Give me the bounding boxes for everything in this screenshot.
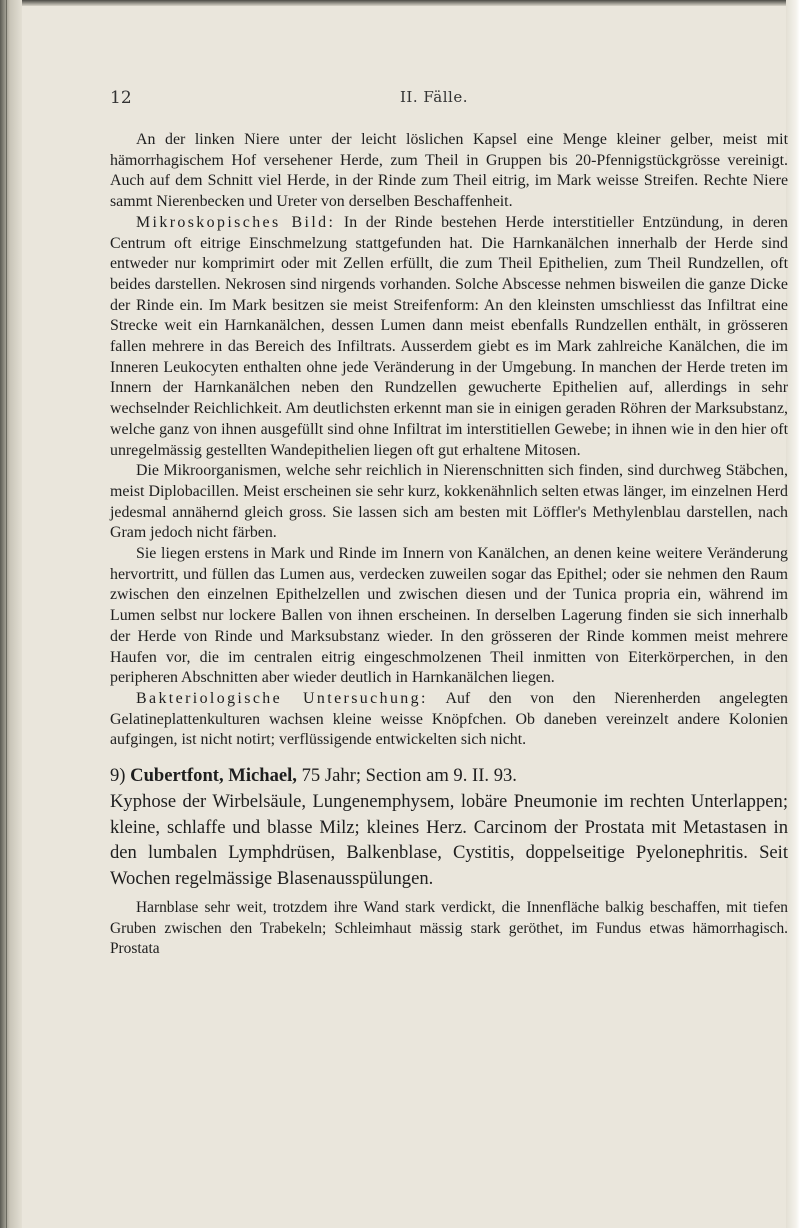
paragraph-location: Sie liegen erstens in Mark und Rinde im Innern von Kanälchen, an denen keine weitere Veränderung hervortritt, und füllen das Lumen aus, verdecken zuweilen sogar das Epithel; oder sie nehmen den Raum zwischen den einzelnen Epithelzellen und zwischen diesen und der Tunica propria ein, während im Lumen selbst nur lockere Ballen von ihnen erscheinen. In derselben Lagerung finden sie sich innerhalb der Herde von Rinde und Marksubstanz wieder. In den grösseren der Rinde kommen meist mehrere Haufen vor, die im centralen eitrig eingeschmolzenen Theil inmitten von Eiterkörperchen, in den peripheren Abschnitten aber wieder deutlich in Harnkanälchen liegen. [110,545,788,687]
paragraph-bladder: Harnblase sehr weit, trotzdem ihre Wand stark verdickt, die Innenfläche balkig beschaffen, mit tiefen Gruben zwischen den Trabekeln; Schleimhaut mässig stark geröthet, im Fundus etwas hämorrhagisch. Prostata [110,899,788,958]
patient-name: Cubertfont, Michael, [130,765,297,787]
page-number: 12 [110,88,132,108]
case-findings [110,898,788,960]
page-header [110,88,788,114]
findings-text [110,130,788,751]
case-header [110,763,788,789]
book-page [110,88,788,960]
case-number: 9) [110,765,126,787]
microscopic-heading: Mikroskopisches Bild: [136,213,336,231]
page-right-edge [786,0,800,1228]
paragraph-microorganisms: Die Mikroorganismen, welche sehr reichlich in Nierenschnitten sich finden, sind durchweg Stäbchen, meist Diplobacillen. Meist erscheinen sie sehr kurz, kokkenähnlich selten etwas länger, im einzelnen Herd jedesmal annähernd gleich gross. Sie lassen sich am besten mit Löffler's Methylenblau darstellen, nach Gram jedoch nicht färben. [110,462,788,542]
case-details: 75 Jahr; Section am 9. II. 93. [296,765,517,787]
case-entry [110,763,788,892]
bacteriology-heading: Bakteriologische Untersuchung: [136,689,428,707]
paragraph-microscopic [110,213,788,461]
running-title: II. Fälle. [400,88,468,106]
case-diagnosis: Kyphose der Wirbelsäule, Lungenemphysem, lobäre Pneumonie im rechten Unterlappen; kleine, schlaffe und blasse Milz; kleines Herz. Carcinom der Prostata mit Metastasen in den lumbalen Lymphdrüsen, Balkenblase, Cystitis, doppelseitige Pyelonephritis. Seit Wochen regelmässige Blasenausspülungen. [110,790,788,890]
paragraph-kidney-gross: An der linken Niere unter der leicht löslichen Kapsel eine Menge kleiner gelber, meist mit hämorrhagischem Hof versehener Herde, zum Theil in Gruppen bis 20-Pfennigstückgrösse vereinigt. Auch auf dem Schnitt viel Herde, in der Rinde zum Theil eitrig, im Mark weisse Streifen. Rechte Niere sammt Nierenbecken und Ureter von derselben Beschaffenheit. [110,131,788,211]
book-gutter [0,0,22,1228]
microscopic-text: In der Rinde bestehen Herde interstitieller Entzündung, in deren Centrum oft eitrige Einschmelzung stattgefunden hat. Die Harnkanälchen innerhalb der Herde sind entweder nur komprimirt oder mit Zellen erfüllt, die zum Theil Epithelien, zum Theil Rundzellen, oft beides darstellen. Nekrosen sind nirgends vorhanden. Solche Abscesse nehmen bisweilen die ganze Dicke der Rinde ein. Im Mark besitzen sie meist Streifenform: An den kleinsten umschliesst das Infiltrat eine Strecke weit ein Harnkanälchen, dessen Lumen dann meist ebenfalls Rundzellen enthält, in grösseren fallen mehrere in das Bereich des Infiltrats. Ausserdem giebt es im Mark zahlreiche Kanälchen, die im Inneren Leukocyten enthalten ohne jede Veränderung in der Umgebung. In manchen der Herde treten im Innern der Harnkanälchen neben den Rundzellen gewucherte Epithelien auf, allerdings in sehr wechselnder Reichlichkeit. Am deutlichsten erkennt man sie in einigen geraden Röhren der Marksubstanz, welche ganz von ihnen ausgefüllt sind ohne Infiltrat im interstitiellen Gewebe; in ihnen wie in den hier oft unregelmässig gestellten Wandepithelien liegen oft gut erhaltene Mitosen. [110,213,788,459]
bacteriology-text: Auf den von den Nierenherden angelegten Gelatineplattenkulturen wachsen kleine weisse Knöpfchen. Ob daneben vereinzelt andere Kolonien aufgingen, ist nicht notirt; verflüssigende entwickelten sich nicht. [110,689,788,749]
paragraph-bacteriology [110,689,788,751]
scan-top-edge [0,0,800,6]
